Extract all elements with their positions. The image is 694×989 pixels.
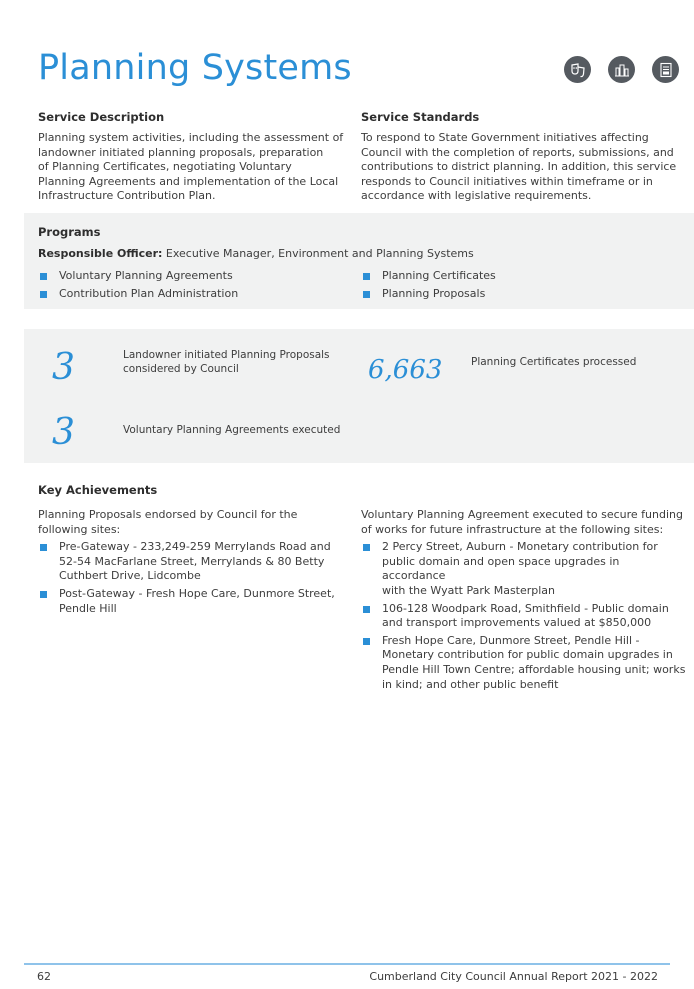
list-item — [38, 587, 348, 616]
service-standards-text — [361, 131, 681, 204]
text-line: considered by Council — [123, 362, 239, 375]
text-line: contributions to district planning. In addition, this service — [361, 160, 677, 174]
list-item — [361, 634, 686, 692]
text-line: Landowner initiated Planning Proposals — [123, 349, 330, 361]
text-line: Monetary contribution for public domain upgrades in — [382, 648, 673, 662]
list-item: Voluntary Planning Agreements — [38, 269, 348, 284]
text-line: Cuthbert Drive, Lidcombe — [59, 569, 201, 583]
report-title: Cumberland City Council Annual Report 2021 - 2022 — [369, 970, 658, 983]
text-line: following sites: — [38, 522, 121, 536]
stat-label — [471, 356, 671, 370]
officer-value: Executive Manager, Environment and Planning Systems — [165, 247, 474, 260]
achievements-right-list — [361, 540, 686, 692]
list-item: Contribution Plan Administration — [38, 287, 348, 302]
stat-value: 3 — [52, 347, 75, 388]
text-line: and transport improvements valued at $850,000 — [382, 616, 652, 630]
page-number: 62 — [37, 970, 51, 983]
text-line: public domain and open space upgrades in accordance — [382, 554, 620, 583]
stat-value: 3 — [52, 412, 75, 453]
text-line: Planning Certificates processed — [471, 356, 637, 368]
text-line: of Planning Certificates, negotiating Voluntary — [38, 160, 292, 174]
key-achievements-heading: Key Achievements — [38, 483, 158, 497]
text-line: Pendle Hill — [59, 601, 117, 615]
text-line: Council with the completion of reports, submissions, and — [361, 145, 674, 159]
city-buildings-icon — [608, 56, 635, 83]
achievements-left — [38, 508, 348, 616]
programs-list-right — [361, 269, 671, 301]
list-item — [38, 540, 348, 584]
list-item — [361, 602, 686, 631]
text-line: landowner initiated planning proposals, preparation — [38, 145, 324, 159]
stat-label — [123, 349, 343, 376]
list-item — [361, 540, 686, 598]
text-line: Fresh Hope Care, Dunmore Street, Pendle Hill - — [382, 633, 640, 647]
text-line: Pre-Gateway - 233,249-259 Merrylands Road and — [59, 540, 331, 554]
service-description-text — [38, 131, 348, 204]
text-line: Post-Gateway - Fresh Hope Care, Dunmore Street, — [59, 586, 335, 600]
text-line: accordance with legislative requirements. — [361, 189, 592, 203]
officer-label: Responsible Officer: — [38, 247, 163, 260]
text-line: 106-128 Woodpark Road, Smithfield - Public domain — [382, 601, 669, 615]
text-line: Voluntary Planning Agreement executed to secure funding — [361, 508, 683, 521]
achievements-right — [361, 508, 686, 692]
text-line: in kind; and other public benefit — [382, 677, 559, 691]
programs-heading: Programs — [38, 225, 101, 239]
text-line: To respond to State Government initiatives affecting — [361, 131, 649, 144]
header-icons — [564, 56, 679, 83]
text-line: 52-54 MacFarlane Street, Merrylands & 80 Betty — [59, 554, 325, 568]
footer-rule — [24, 963, 670, 965]
text-line: Planning system activities, including the assessment of — [38, 131, 344, 144]
service-description-heading: Service Description — [38, 110, 165, 124]
certificate-document-icon — [652, 56, 679, 83]
text-line: Pendle Hill Town Centre; affordable housing unit; works — [382, 662, 686, 676]
list-item: Planning Certificates — [361, 269, 671, 284]
stat-label — [123, 424, 353, 438]
theatre-masks-icon — [564, 56, 591, 83]
page-title: Planning Systems — [38, 48, 352, 88]
text-line: of works for future infrastructure at the following sites: — [361, 522, 664, 536]
service-standards-heading: Service Standards — [361, 110, 480, 124]
text-line: Voluntary Planning Agreements executed — [123, 424, 341, 436]
list-item: Planning Proposals — [361, 287, 671, 302]
text-line: Planning Agreements and implementation of the Local — [38, 174, 339, 188]
text-line: Planning Proposals endorsed by Council for the — [38, 508, 298, 521]
stat-value: 6,663 — [368, 355, 443, 385]
responsible-officer — [38, 247, 474, 260]
programs-list-left — [38, 269, 348, 301]
text-line: 2 Percy Street, Auburn - Monetary contribution for — [382, 540, 658, 554]
text-line: with the Wyatt Park Masterplan — [382, 583, 556, 597]
text-line: Infrastructure Contribution Plan. — [38, 189, 216, 203]
text-line: responds to Council initiatives within timeframe or in — [361, 174, 653, 188]
achievements-left-list — [38, 540, 348, 616]
